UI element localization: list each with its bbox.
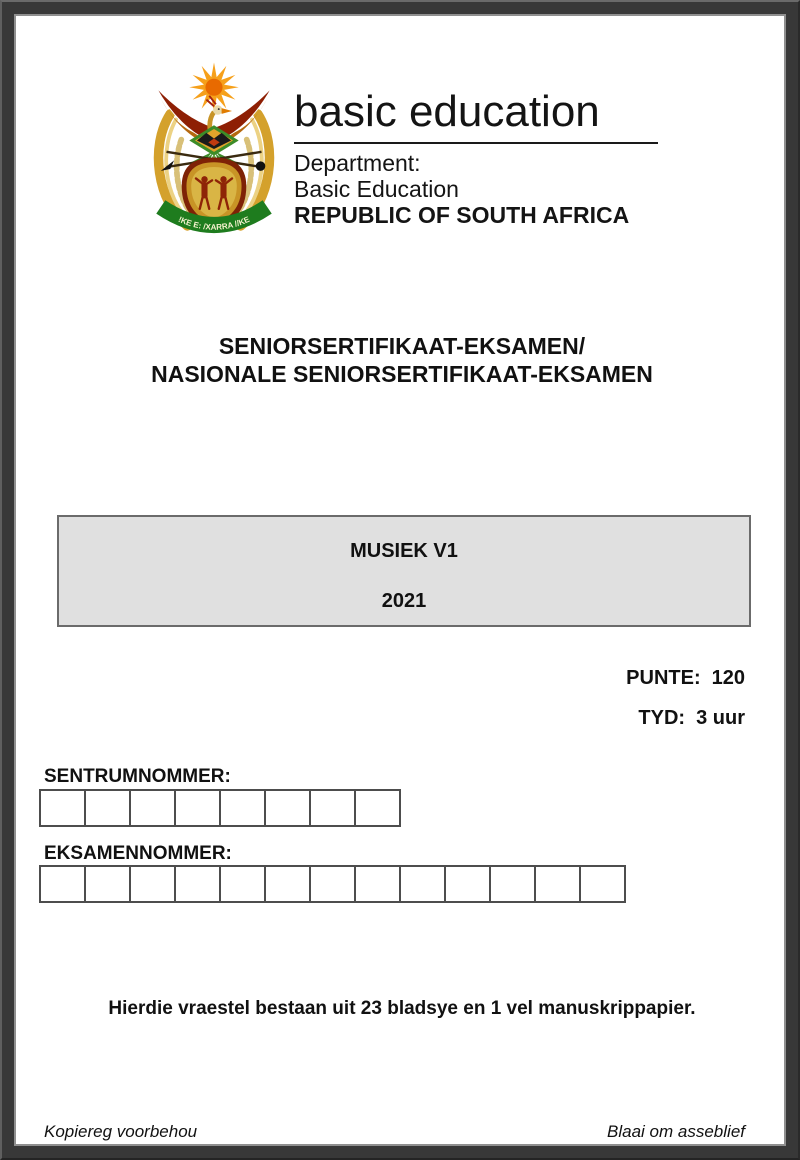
- page-count-note: Hierdie vraestel bestaan uit 23 bladsye en 1 vel manuskrippapier.: [108, 998, 696, 1019]
- number-cell[interactable]: [309, 865, 356, 903]
- centre-number-label: SENTRUMNOMMER:: [44, 766, 231, 787]
- number-cell[interactable]: [129, 789, 176, 827]
- department-line3: REPUBLIC OF SOUTH AFRICA: [294, 202, 630, 228]
- coat-of-arms-motto: !KE E: /XARRA //KE: [176, 214, 252, 232]
- copyright-note: Kopiereg voorbehou: [44, 1122, 198, 1141]
- exam-title-line2: NASIONALE SENIORSERTIFIKAAT-EKSAMEN: [151, 361, 653, 387]
- exam-title-line1: SENIORSERTIFIKAAT-EKSAMEN/: [218, 333, 586, 359]
- marks-line: [626, 668, 745, 688]
- exam-year: 2021: [381, 590, 427, 612]
- number-cell[interactable]: [129, 865, 176, 903]
- exam-title: [16, 332, 788, 388]
- number-cell[interactable]: [84, 789, 131, 827]
- number-cell[interactable]: [264, 789, 311, 827]
- number-cell[interactable]: [39, 789, 86, 827]
- coat-of-arms-icon: [138, 58, 290, 245]
- centre-number-grid: [39, 789, 401, 827]
- number-cell[interactable]: [579, 865, 626, 903]
- number-cell[interactable]: [219, 865, 266, 903]
- logo-divider: [294, 142, 658, 144]
- number-cell[interactable]: [264, 865, 311, 903]
- exam-number-label: EKSAMENNOMMER:: [44, 843, 232, 864]
- number-cell[interactable]: [39, 865, 86, 903]
- exam-number-grid: [39, 865, 626, 903]
- time-label: TYD:: [638, 707, 686, 729]
- number-cell[interactable]: [354, 865, 401, 903]
- department-line1: Department:: [294, 150, 421, 176]
- number-cell[interactable]: [174, 865, 221, 903]
- number-cell[interactable]: [534, 865, 581, 903]
- number-cell[interactable]: [84, 865, 131, 903]
- subject-box: [57, 515, 751, 627]
- marks-label: PUNTE:: [626, 667, 701, 689]
- department-line2: Basic Education: [294, 176, 459, 202]
- number-cell[interactable]: [399, 865, 446, 903]
- turn-over-note: Blaai om asseblief: [607, 1122, 745, 1141]
- marks-value: 120: [711, 667, 745, 689]
- number-cell[interactable]: [489, 865, 536, 903]
- number-cell[interactable]: [354, 789, 401, 827]
- number-cell[interactable]: [444, 865, 491, 903]
- number-cell[interactable]: [309, 789, 356, 827]
- number-cell[interactable]: [219, 789, 266, 827]
- exam-cover-page: [14, 14, 786, 1146]
- time-value: 3 uur: [696, 707, 745, 729]
- wordmark: basic education: [294, 87, 600, 136]
- time-line: [626, 708, 745, 728]
- subject-name: MUSIEK V1: [350, 540, 458, 562]
- department-logo-text: [294, 86, 658, 228]
- number-cell[interactable]: [174, 789, 221, 827]
- exam-details: [626, 668, 745, 748]
